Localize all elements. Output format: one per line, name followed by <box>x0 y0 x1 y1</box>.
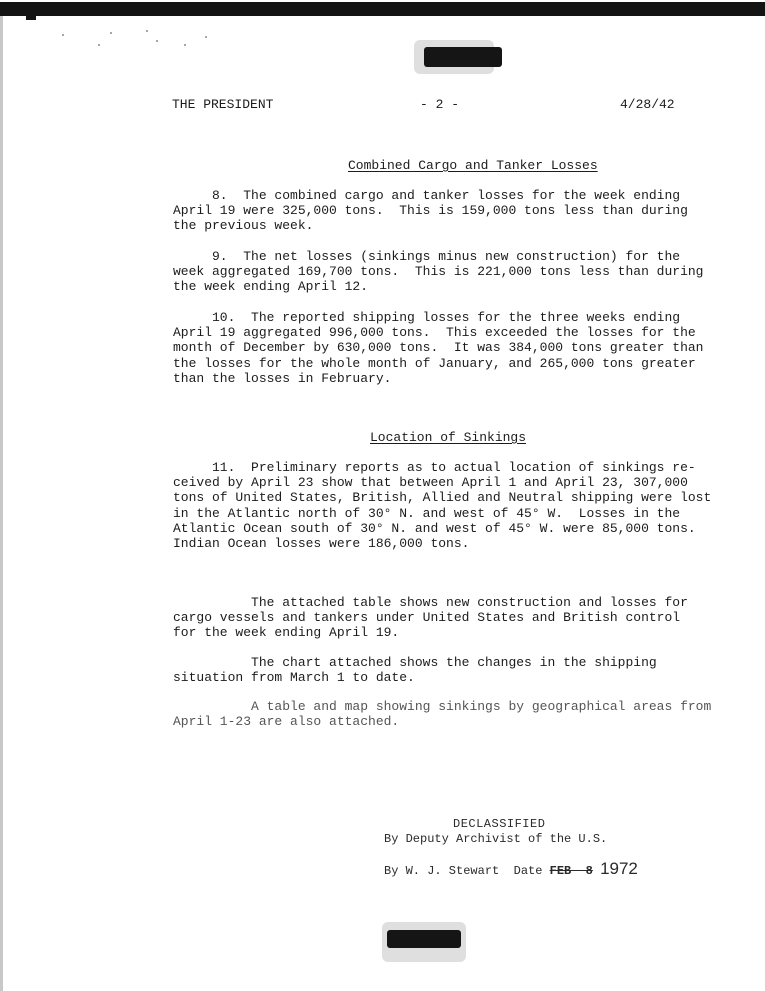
declassified-by-line <box>384 859 638 879</box>
document-date: 4/28/42 <box>620 97 675 112</box>
declassified-by-text: By W. J. Stewart Date <box>384 864 543 878</box>
page-number: - 2 - <box>420 97 460 112</box>
scan-left-edge <box>0 16 3 991</box>
declassified-authority: By Deputy Archivist of the U.S. <box>384 832 608 846</box>
attachment-note-map: A table and map showing sinkings by geographical areas from April 1-23 are also attached. <box>173 699 712 730</box>
declassified-year: 1972 <box>600 859 638 878</box>
scan-speck <box>62 34 64 36</box>
classification-redaction-top <box>424 47 502 67</box>
paragraph-8: 8. The combined cargo and tanker losses for the week ending April 19 were 325,000 tons. This is 159,000 tons less than during the previous week. <box>173 188 688 234</box>
attachment-note-table: The attached table shows new construction and losses for cargo vessels and tankers under United States and British control for the week ending April 19. <box>173 595 688 641</box>
scan-speck <box>110 32 112 34</box>
scan-border-notch <box>26 16 36 20</box>
attachment-note-chart: The chart attached shows the changes in the shipping situation from March 1 to date. <box>173 655 657 686</box>
paragraph-11: 11. Preliminary reports as to actual location of sinkings re- ceived by April 23 show that between April 1 and April 23, 307,000 tons of United States, British, Allied and Neutral shipping were lost in the Atlantic north of 30° N. and west of 45° W. Losses in the Atlantic Ocean south of 30° N. and west of 45° W. were 85,000 tons. Indian Ocean losses were 186,000 tons. <box>173 460 712 552</box>
declassified-struck-date: FEB 8 <box>549 864 593 878</box>
classification-redaction-bottom <box>387 930 461 948</box>
scan-speck <box>156 40 158 42</box>
recipient-header: THE PRESIDENT <box>172 97 274 112</box>
scan-speck <box>205 36 207 38</box>
scan-speck <box>184 44 186 46</box>
section-heading-location-sinkings: Location of Sinkings <box>370 430 527 445</box>
section-heading-cargo-losses: Combined Cargo and Tanker Losses <box>348 158 598 173</box>
scan-speck <box>146 30 148 32</box>
scan-speck <box>98 44 100 46</box>
paragraph-9: 9. The net losses (sinkings minus new construction) for the week aggregated 169,700 tons. This is 221,000 tons less than during the week ending April 12. <box>173 249 704 295</box>
paragraph-10: 10. The reported shipping losses for the three weeks ending April 19 aggregated 996,000 tons. This exceeded the losses for the month of December by 630,000 tons. It was 384,000 tons greater than the losses for the whole month of January, and 265,000 tons greater than the losses in February. <box>173 310 704 386</box>
scan-top-border <box>0 2 765 16</box>
declassified-stamp: DECLASSIFIED <box>453 817 546 831</box>
